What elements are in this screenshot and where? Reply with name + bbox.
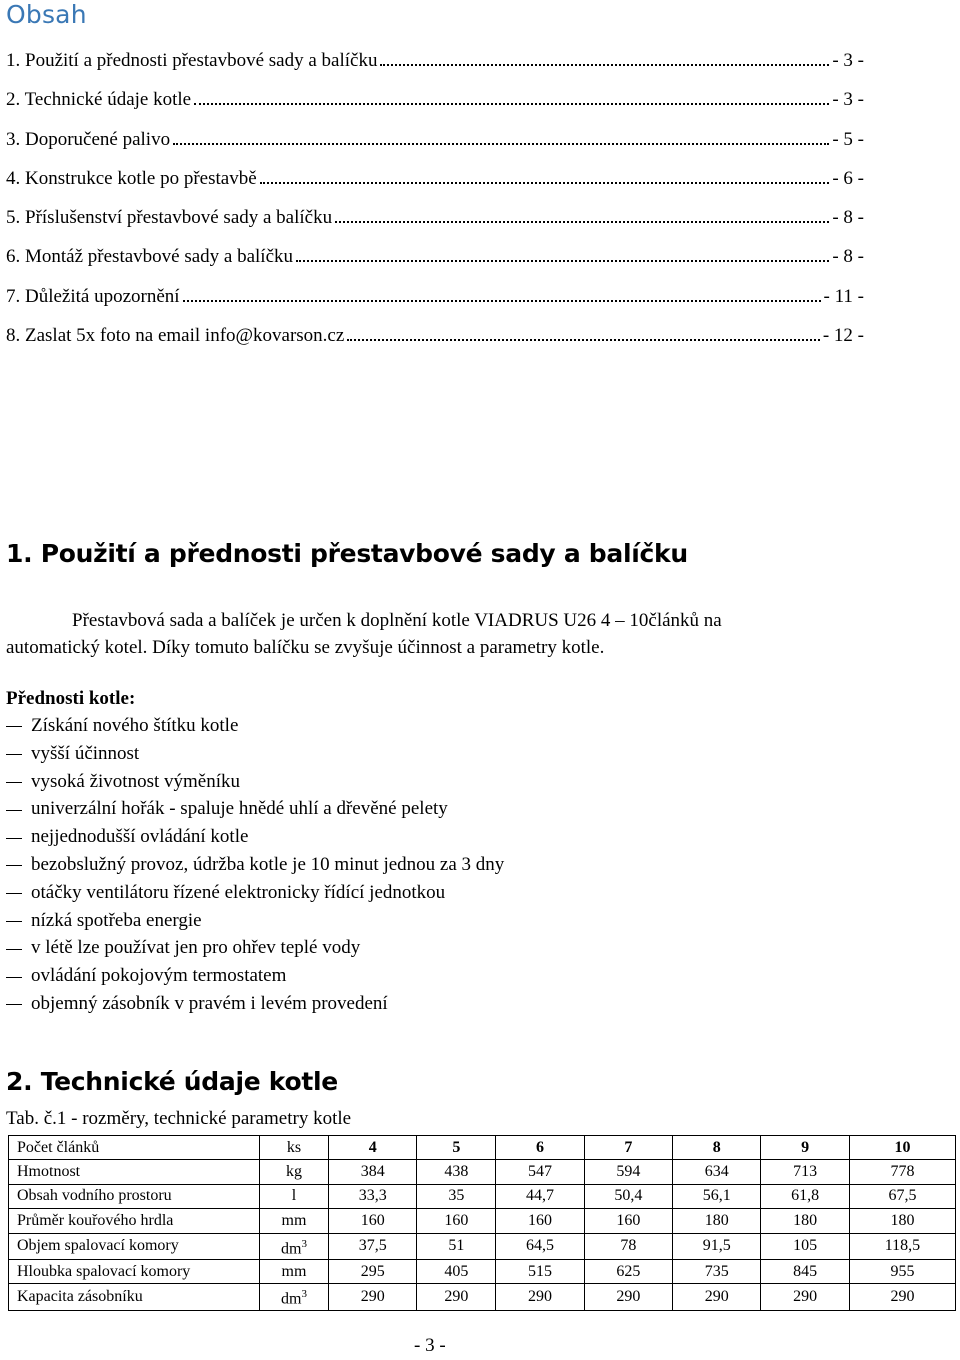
advantages-list [6, 712, 504, 1018]
toc-entry-label: 7. Důležitá upozornění [6, 285, 180, 307]
advantage-item [6, 740, 504, 768]
value-cell: 35 [417, 1184, 496, 1208]
value-cell: 33,3 [329, 1184, 417, 1208]
advantage-item [6, 712, 504, 740]
table-header-row [9, 1136, 956, 1160]
column-header: 9 [761, 1136, 849, 1160]
column-header: 8 [673, 1136, 761, 1160]
dash-bullet-icon [6, 726, 22, 727]
value-cell: 290 [761, 1284, 849, 1310]
toc-entry[interactable] [6, 166, 864, 205]
row-label: Průměr kouřového hrdla [9, 1209, 260, 1233]
unit-cell [260, 1233, 329, 1259]
advantage-text: bezobslužný provoz, údržba kotle je 10 minut jednou za 3 dny [31, 853, 505, 875]
parameters-table [8, 1135, 956, 1311]
unit-text: mm [281, 1211, 307, 1229]
advantage-item [6, 907, 504, 935]
toc-entry-page: - 11 - [823, 285, 864, 307]
dash-bullet-icon [6, 838, 22, 839]
toc-entry-page: - 8 - [832, 207, 864, 229]
column-header: 7 [584, 1136, 672, 1160]
toc-entry-page: - 3 - [832, 50, 864, 71]
table-row [9, 1233, 956, 1259]
dash-bullet-icon [6, 977, 22, 978]
row-label: Hloubka spalovací komory [9, 1259, 260, 1283]
value-cell: 290 [584, 1284, 672, 1310]
page-number: - 3 - [414, 1335, 446, 1356]
toc-dot-leader [380, 64, 829, 66]
advantage-item [6, 990, 504, 1018]
unit-cell [260, 1284, 329, 1310]
value-cell: 44,7 [496, 1184, 584, 1208]
intro-line-1: Přestavbová sada a balíček je určen k doplnění kotle VIADRUS U26 4 – 10článků na [72, 610, 722, 631]
value-cell: 290 [329, 1284, 417, 1310]
toc-entry-label: 3. Doporučené palivo [6, 128, 171, 150]
unit-cell: ks [260, 1136, 329, 1160]
advantage-text: nejjednodušší ovládání kotle [31, 826, 249, 848]
value-cell: 105 [761, 1233, 849, 1259]
value-cell: 384 [329, 1160, 417, 1184]
toc-dot-leader [296, 260, 829, 262]
unit-cell [260, 1184, 329, 1208]
dash-bullet-icon [6, 893, 22, 894]
toc-entry[interactable] [6, 244, 864, 283]
toc-entry-label: 6. Montáž přestavbové sady a balíčku [6, 246, 294, 268]
value-cell: 290 [673, 1284, 761, 1310]
advantage-text: otáčky ventilátoru řízené elektronicky řídící jednotkou [31, 881, 446, 903]
value-cell: 180 [849, 1209, 955, 1233]
toc-entry-label: 5. Příslušenství přestavbové sady a balíčku [6, 207, 333, 229]
toc-dot-leader [260, 182, 830, 184]
value-cell: 50,4 [584, 1184, 672, 1208]
toc-dot-leader [183, 300, 821, 302]
dash-bullet-icon [6, 754, 22, 755]
unit-cell [260, 1160, 329, 1184]
toc-entry-label: 2. Technické údaje kotle [6, 89, 192, 111]
unit-superscript: 3 [301, 1237, 307, 1250]
value-cell: 634 [673, 1160, 761, 1184]
intro-line-2: automatický kotel. Díky tomuto balíčku se zvyšuje účinnost a parametry kotle. [6, 637, 605, 658]
value-cell: 735 [673, 1259, 761, 1283]
toc-entry[interactable] [6, 323, 864, 362]
toc-dot-leader [194, 103, 829, 105]
column-header: 5 [417, 1136, 496, 1160]
toc-dot-leader [173, 143, 829, 145]
row-label: Objem spalovací komory [9, 1233, 260, 1259]
table-row [9, 1209, 956, 1233]
section-1-heading: 1. Použití a přednosti přestavbové sady a balíčku [6, 539, 688, 568]
row-label: Počet článků [9, 1136, 260, 1160]
toc-entry-page: - 8 - [832, 246, 864, 268]
unit-text: mm [281, 1262, 307, 1280]
advantage-item [6, 823, 504, 851]
value-cell: 160 [496, 1209, 584, 1233]
value-cell: 51 [417, 1233, 496, 1259]
table-row [9, 1184, 956, 1208]
advantage-item [6, 962, 504, 990]
advantage-item [6, 795, 504, 823]
row-label: Obsah vodního prostoru [9, 1184, 260, 1208]
value-cell: 37,5 [329, 1233, 417, 1259]
toc-entry-page: - 3 - [832, 89, 864, 111]
toc-entry-label: 8. Zaslat 5x foto na email info@kovarson.cz [6, 325, 345, 347]
value-cell: 515 [496, 1259, 584, 1283]
advantage-item [6, 879, 504, 907]
value-cell: 845 [761, 1259, 849, 1283]
toc-entry-page: - 5 - [832, 128, 864, 150]
advantage-text: v létě lze používat jen pro ohřev teplé vody [31, 937, 361, 959]
value-cell: 290 [849, 1284, 955, 1310]
value-cell: 295 [329, 1259, 417, 1283]
value-cell: 61,8 [761, 1184, 849, 1208]
dash-bullet-icon [6, 1004, 22, 1005]
advantage-item [6, 934, 504, 962]
value-cell: 625 [584, 1259, 672, 1283]
unit-superscript: 3 [301, 1288, 307, 1301]
toc-entry-label: 4. Konstrukce kotle po přestavbě [6, 167, 257, 189]
value-cell: 160 [417, 1209, 496, 1233]
value-cell: 290 [496, 1284, 584, 1310]
dash-bullet-icon [6, 949, 22, 950]
toc-dot-leader [347, 339, 820, 341]
column-header: 4 [329, 1136, 417, 1160]
dash-bullet-icon [6, 782, 22, 783]
unit-text: dm [281, 1290, 302, 1308]
advantage-text: objemný zásobník v pravém i levém provedení [31, 992, 388, 1014]
section-2-heading: 2. Technické údaje kotle [6, 1067, 338, 1096]
table-caption: Tab. č.1 - rozměry, technické parametry kotle [6, 1108, 352, 1129]
advantages-title: Přednosti kotle: [6, 688, 136, 709]
row-label: Hmotnost [9, 1160, 260, 1184]
table-of-contents [6, 48, 864, 362]
dash-bullet-icon [6, 810, 22, 811]
value-cell: 713 [761, 1160, 849, 1184]
table-row [9, 1160, 956, 1184]
toc-entry[interactable] [6, 48, 864, 87]
section-1-intro [6, 607, 864, 661]
toc-entry[interactable] [6, 87, 864, 126]
unit-text: kg [286, 1163, 302, 1181]
toc-title: Obsah [6, 0, 87, 29]
table-row [9, 1284, 956, 1310]
unit-cell [260, 1209, 329, 1233]
toc-entry-page: - 6 - [832, 167, 864, 189]
value-cell: 180 [761, 1209, 849, 1233]
toc-entry-page: - 12 - [822, 325, 864, 347]
column-header: 10 [849, 1136, 955, 1160]
toc-entry-label: 1. Použití a přednosti přestavbové sady a balíčku [6, 50, 378, 71]
advantage-text: vyšší účinnost [31, 742, 140, 764]
value-cell: 64,5 [496, 1233, 584, 1259]
toc-entry[interactable] [6, 284, 864, 323]
value-cell: 955 [849, 1259, 955, 1283]
row-label: Kapacita zásobníku [9, 1284, 260, 1310]
unit-cell [260, 1259, 329, 1283]
value-cell: 160 [329, 1209, 417, 1233]
dash-bullet-icon [6, 865, 22, 866]
value-cell: 118,5 [849, 1233, 955, 1259]
advantage-text: vysoká životnost výměníku [31, 770, 240, 792]
value-cell: 56,1 [673, 1184, 761, 1208]
column-header: 6 [496, 1136, 584, 1160]
advantage-text: ovládání pokojovým termostatem [31, 965, 287, 987]
value-cell: 160 [584, 1209, 672, 1233]
value-cell: 438 [417, 1160, 496, 1184]
value-cell: 547 [496, 1160, 584, 1184]
advantage-text: univerzální hořák - spaluje hnědé uhlí a dřevěné pelety [31, 798, 448, 820]
advantage-text: Získání nového štítku kotle [31, 715, 239, 736]
unit-text: l [291, 1187, 297, 1205]
value-cell: 405 [417, 1259, 496, 1283]
value-cell: 180 [673, 1209, 761, 1233]
value-cell: 67,5 [849, 1184, 955, 1208]
value-cell: 290 [417, 1284, 496, 1310]
advantage-item [6, 851, 504, 879]
toc-entry[interactable] [6, 205, 864, 244]
value-cell: 778 [849, 1160, 955, 1184]
table-row [9, 1259, 956, 1283]
toc-entry[interactable] [6, 127, 864, 166]
unit-text: dm [281, 1239, 302, 1257]
toc-dot-leader [335, 221, 829, 223]
dash-bullet-icon [6, 921, 22, 922]
value-cell: 78 [584, 1233, 672, 1259]
value-cell: 594 [584, 1160, 672, 1184]
advantage-item [6, 768, 504, 796]
advantage-text: nízká spotřeba energie [31, 909, 202, 931]
value-cell: 91,5 [673, 1233, 761, 1259]
